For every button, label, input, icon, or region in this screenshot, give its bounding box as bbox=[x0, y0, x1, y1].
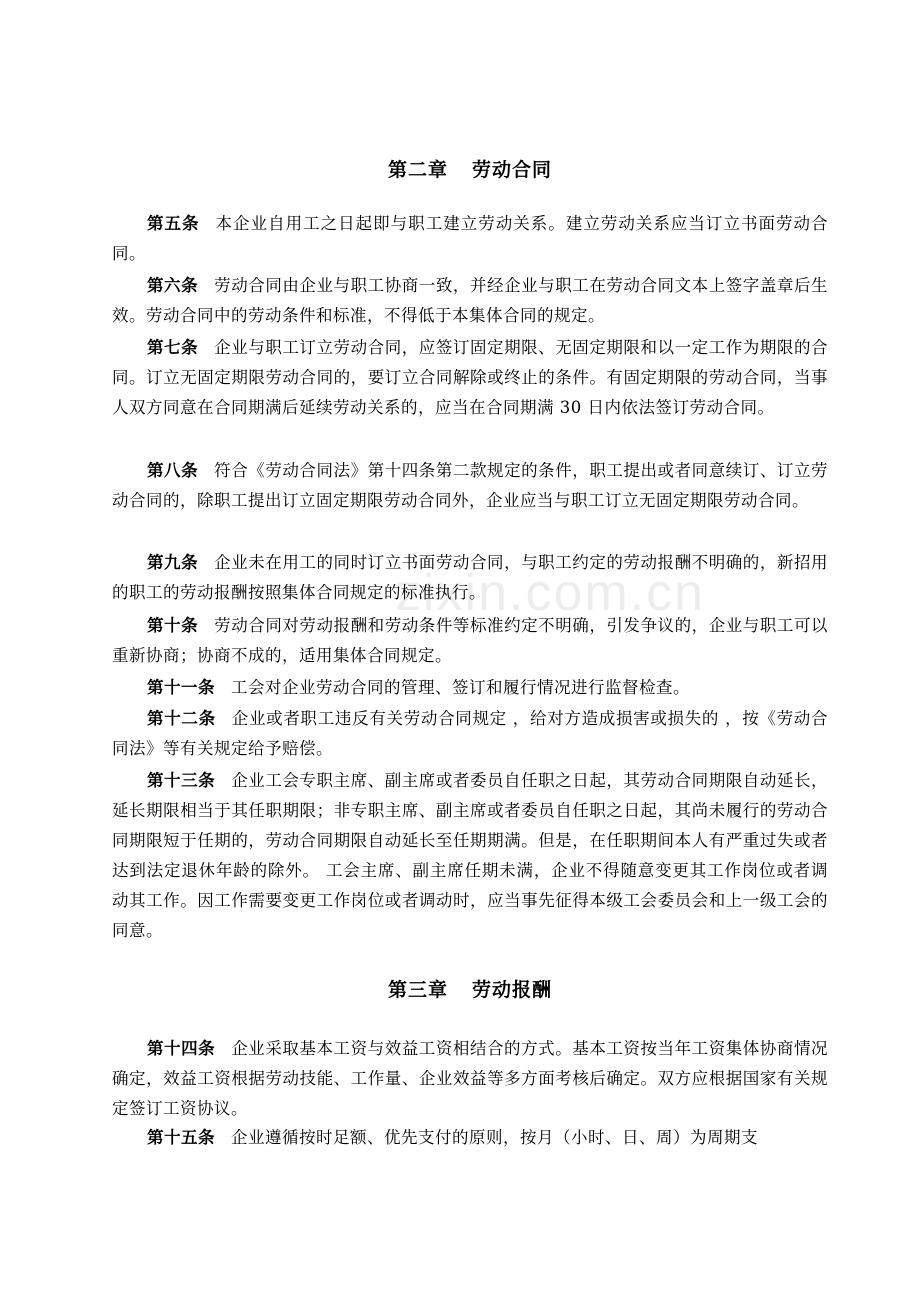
article-6 bbox=[112, 271, 828, 331]
article-label: 第九条 bbox=[147, 553, 199, 572]
chapter-heading-3 bbox=[112, 978, 828, 1002]
article-text: 企业或者职工违反有关劳动合同规定 ，给对方造成损害或损失的 ，按《劳动合同法》等有关规定给予赔偿。 bbox=[112, 709, 829, 758]
article-text: 企业与职工订立劳动合同，应签订固定期限、无固定期限和以一定工作为期限的合同。订立无固定期限劳动合同的，要订立合同解除或终止的条件。有固定期限的劳动合同，当事人双方同意在合同期满后延续劳动关系的，应当在合同期满 30 日内依法签订劳动合同。 bbox=[112, 338, 829, 417]
article-13 bbox=[112, 766, 828, 946]
article-text: 企业遵循按时足额、优先支付的原则，按月（小时、日、周）为周期支 bbox=[231, 1128, 758, 1147]
article-label: 第八条 bbox=[147, 461, 199, 480]
article-text: 劳动合同由企业与职工协商一致，并经企业与职工在劳动合同文本上签字盖章后生效。劳动合同中的劳动条件和标准，不得低于本集体合同的规定。 bbox=[112, 276, 829, 325]
article-label: 第十三条 bbox=[147, 771, 216, 790]
chapter-number: 第二章 bbox=[387, 159, 448, 181]
chapter-title: 劳动合同 bbox=[472, 159, 553, 181]
article-15 bbox=[112, 1123, 828, 1153]
article-11 bbox=[112, 673, 828, 703]
article-text: 工会对企业劳动合同的管理、签订和履行情况进行监督检查。 bbox=[231, 678, 690, 697]
article-label: 第十二条 bbox=[147, 709, 216, 728]
article-text: 劳动合同对劳动报酬和劳动条件等标准约定不明确，引发争议的，企业与职工可以重新协商；协商不成的，适用集体合同规定。 bbox=[112, 616, 829, 665]
article-label: 第十五条 bbox=[147, 1128, 215, 1147]
article-text: 符合《劳动合同法》第十四条第二款规定的条件，职工提出或者同意续订、订立劳动合同的，除职工提出订立固定期限劳动合同外，企业应当与职工订立无固定期限劳动合同。 bbox=[112, 461, 829, 510]
article-text: 企业工会专职主席、副主席或者委员自任职之日起，其劳动合同期限自动延长，延长期限相当于其任职期限；非专职主席、副主席或者委员自任职之日起，其尚未履行的劳动合同期限短于任期的，劳动合同期限自动延长至任期期满。但是，在任职期间本人有严重过失或者达到法定退休年龄的除外。 工会主席、副主席任期未满，企业不得随意变更其工作岗位或者调动其工作。因工作需要变更工作岗位或者调动时，应当事先征得本级工会委员会和上一级工会的同意。 bbox=[112, 771, 829, 940]
chapter-number: 第三章 bbox=[387, 979, 448, 1001]
article-14 bbox=[112, 1034, 828, 1124]
article-label: 第十条 bbox=[147, 616, 199, 635]
watermark: zixin.com.cn bbox=[395, 564, 706, 622]
article-12 bbox=[112, 704, 828, 764]
article-label: 第十一条 bbox=[147, 678, 215, 697]
article-label: 第十四条 bbox=[147, 1039, 216, 1058]
article-10 bbox=[112, 611, 828, 671]
article-text: 企业采取基本工资与效益工资相结合的方式。基本工资按当年工资集体协商情况确定，效益工资根据劳动技能、工作量、企业效益等多方面考核后确定。双方应根据国家有关规定签订工资协议。 bbox=[112, 1039, 829, 1118]
article-9 bbox=[112, 548, 828, 608]
article-5 bbox=[112, 209, 828, 269]
article-8 bbox=[112, 456, 828, 516]
chapter-title: 劳动报酬 bbox=[472, 979, 553, 1001]
article-label: 第六条 bbox=[147, 276, 199, 295]
article-label: 第五条 bbox=[147, 214, 200, 233]
chapter-heading-2 bbox=[112, 158, 828, 182]
article-text: 企业未在用工的同时订立书面劳动合同，与职工约定的劳动报酬不明确的，新招用的职工的劳动报酬按照集体合同规定的标准执行。 bbox=[112, 553, 829, 602]
article-text: 本企业自用工之日起即与职工建立劳动关系。建立劳动关系应当订立书面劳动合同。 bbox=[112, 214, 829, 263]
article-7 bbox=[112, 333, 828, 423]
article-label: 第七条 bbox=[147, 338, 199, 357]
